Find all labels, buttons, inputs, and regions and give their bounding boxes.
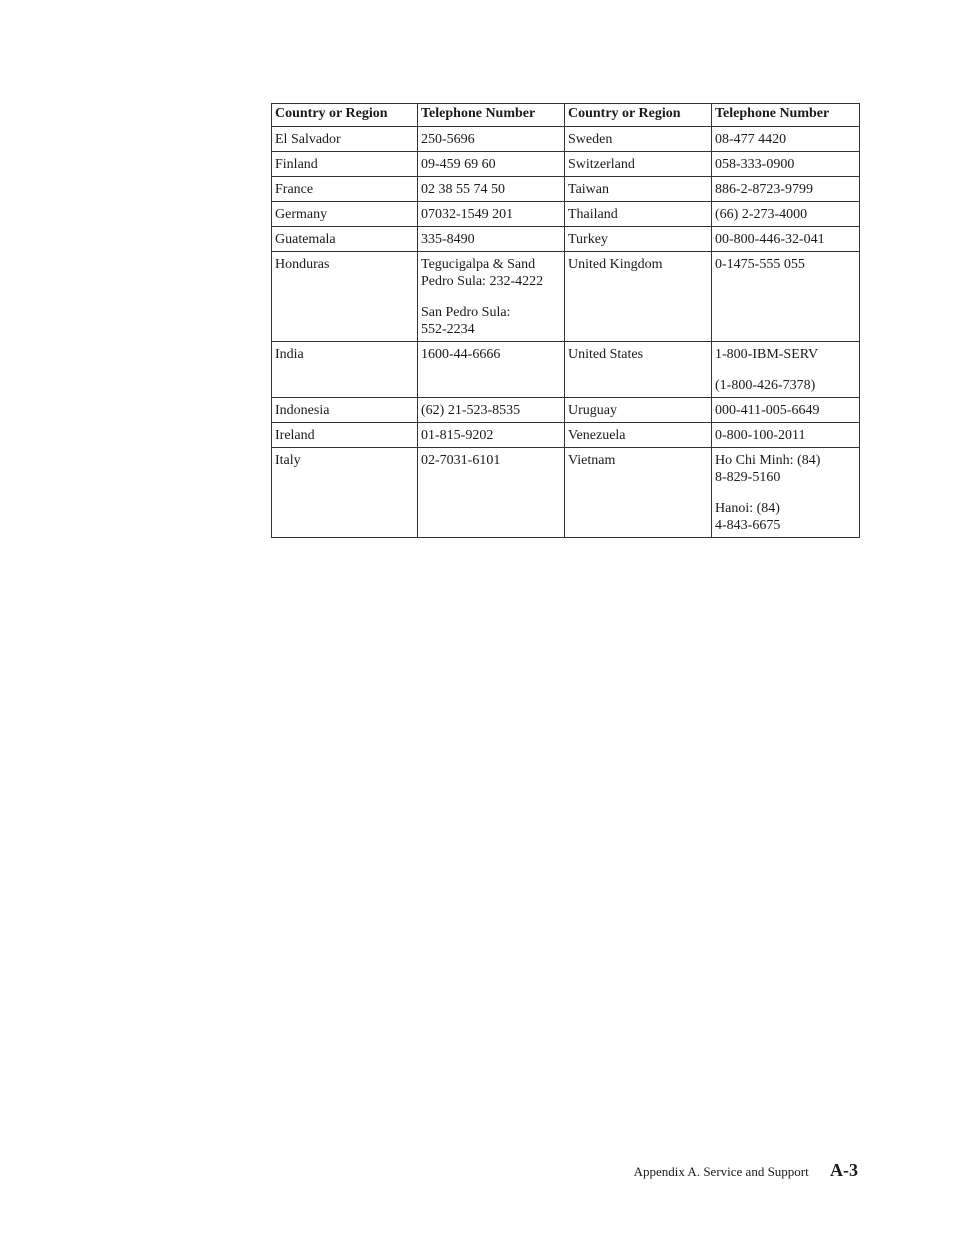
telephone-cell [712,448,860,538]
contact-table [271,103,860,538]
telephone-cell [418,423,565,448]
cell-line: 000-411-005-6649 [715,403,820,418]
cell-line: 552-2234 [421,322,475,337]
country-cell [272,227,418,252]
cell-line: Taiwan [568,182,610,197]
cell-line: Italy [275,453,301,468]
cell-line: 250-5696 [421,132,475,147]
cell-line: Venezuela [568,428,626,443]
cell-line: 1600-44-6666 [421,347,501,362]
telephone-cell [712,398,860,423]
table-row [272,423,860,448]
cell-line: Pedro Sula: 232-4222 [421,274,544,289]
cell-line: Switzerland [568,157,635,172]
country-cell [272,448,418,538]
telephone-cell [418,342,565,398]
table-row [272,448,860,538]
country-cell [272,152,418,177]
column-header: Country or Region [272,104,418,127]
country-cell [565,202,712,227]
table-row [272,177,860,202]
country-cell [565,127,712,152]
page-footer [634,1160,858,1181]
cell-line: 07032-1549 201 [421,207,514,222]
telephone-cell [418,448,565,538]
cell-line: 02 38 55 74 50 [421,182,505,197]
telephone-cell [418,227,565,252]
cell-line: (62) 21-523-8535 [421,403,521,418]
cell-spacer [715,486,855,500]
cell-line: 4-843-6675 [715,518,781,533]
country-cell [565,227,712,252]
telephone-cell [712,342,860,398]
cell-line: Turkey [568,232,608,247]
cell-line: United States [568,347,644,362]
table-row [272,252,860,342]
cell-line: Germany [275,207,328,222]
cell-line: France [275,182,314,197]
cell-line: 8-829-5160 [715,470,781,485]
cell-line: (1-800-426-7378) [715,378,816,393]
cell-line: Sweden [568,132,613,147]
column-header: Country or Region [565,104,712,127]
table-row [272,398,860,423]
cell-line: 08-477 4420 [715,132,787,147]
telephone-cell [712,127,860,152]
cell-line: Thailand [568,207,618,222]
cell-line: Indonesia [275,403,330,418]
country-cell [272,342,418,398]
footer-section-title: Appendix A. Service and Support [633,1164,809,1179]
telephone-cell [712,227,860,252]
cell-line: Ho Chi Minh: (84) [715,453,821,468]
cell-line: 1-800-IBM-SERV [715,347,819,362]
table-row [272,342,860,398]
cell-line: Guatemala [275,232,336,247]
table-body [272,127,860,538]
cell-line: Uruguay [568,403,617,418]
cell-spacer [421,290,560,304]
cell-line: Hanoi: (84) [715,501,780,516]
country-cell [565,342,712,398]
cell-line: Finland [275,157,318,172]
cell-spacer [715,363,855,377]
telephone-cell [712,423,860,448]
country-cell [565,423,712,448]
country-cell [272,127,418,152]
country-cell [565,448,712,538]
telephone-cell [418,398,565,423]
telephone-cell [712,152,860,177]
table-row [272,127,860,152]
cell-line: San Pedro Sula: [421,305,511,320]
country-cell [272,202,418,227]
telephone-cell [712,202,860,227]
table-row [272,152,860,177]
cell-line: 02-7031-6101 [421,453,501,468]
cell-line: Honduras [275,257,330,272]
cell-line: Vietnam [568,453,616,468]
table-row [272,227,860,252]
cell-line: (66) 2-273-4000 [715,207,808,222]
cell-line: 0-1475-555 055 [715,257,805,272]
country-cell [565,398,712,423]
cell-line: El Salvador [275,132,341,147]
cell-line: 00-800-446-32-041 [715,232,825,247]
page-number: A-3 [830,1160,858,1180]
telephone-cell [418,177,565,202]
cell-line: Ireland [275,428,315,443]
country-cell [565,252,712,342]
cell-line: 058-333-0900 [715,157,795,172]
country-cell [272,177,418,202]
cell-line: 0-800-100-2011 [715,428,806,443]
country-cell [272,398,418,423]
cell-line: Tegucigalpa & Sand [421,257,536,272]
country-cell [272,252,418,342]
telephone-cell [712,177,860,202]
cell-line: 09-459 69 60 [421,157,496,172]
telephone-cell [418,152,565,177]
telephone-cell [418,127,565,152]
column-header: Telephone Number [418,104,565,127]
country-cell [565,152,712,177]
telephone-cell [418,202,565,227]
country-cell [272,423,418,448]
country-cell [565,177,712,202]
cell-line: 335-8490 [421,232,475,247]
cell-line: United Kingdom [568,257,663,272]
cell-line: 01-815-9202 [421,428,494,443]
telephone-cell [418,252,565,342]
table-row [272,202,860,227]
column-header: Telephone Number [712,104,860,127]
cell-line: 886-2-8723-9799 [715,182,813,197]
telephone-cell [712,252,860,342]
table-header-row [272,104,860,127]
cell-line: India [275,347,304,362]
